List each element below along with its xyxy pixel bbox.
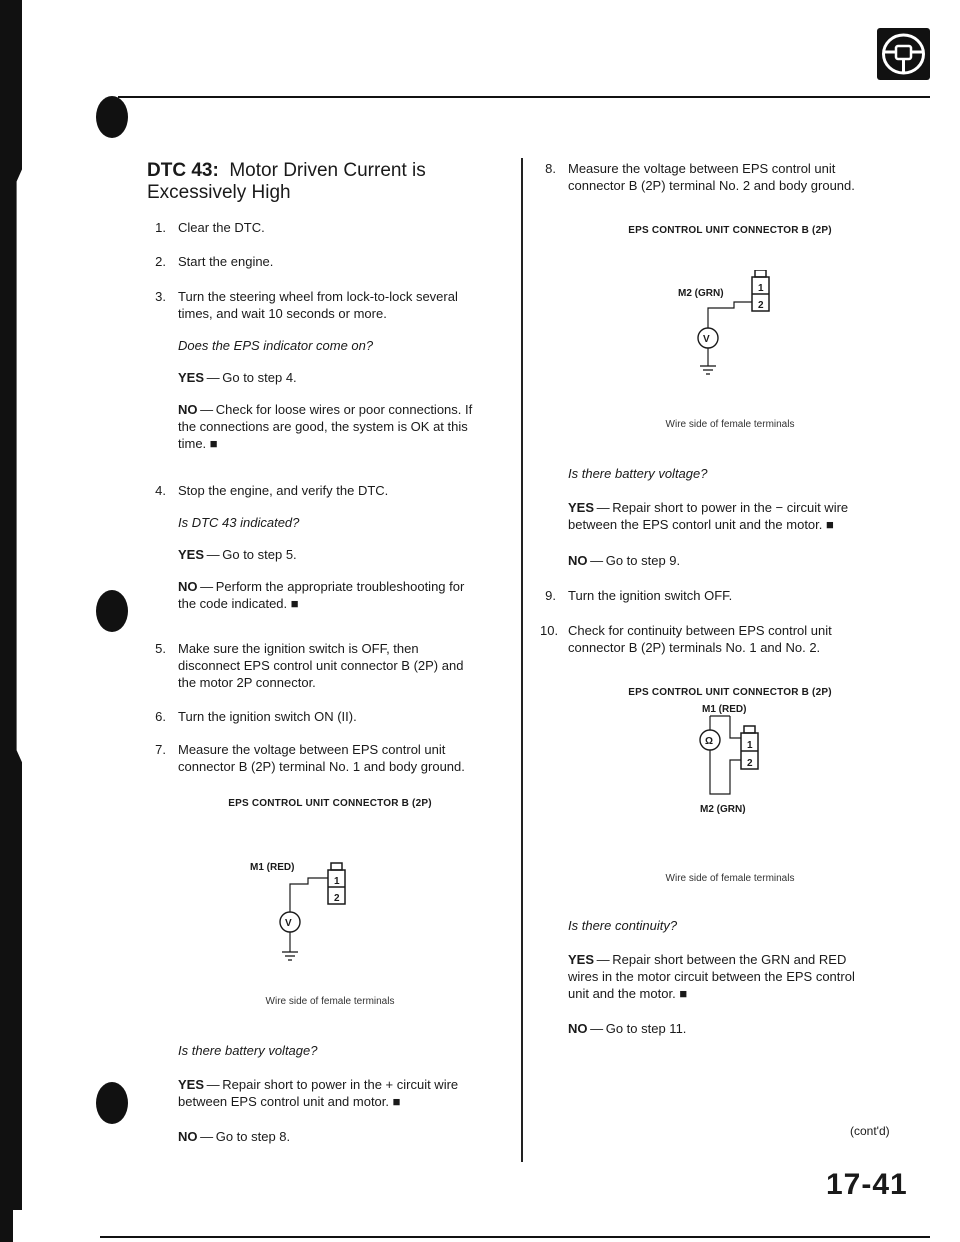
- question: Does the EPS indicator come on?: [178, 338, 374, 353]
- no-branch: NO — Go to step 9.: [568, 553, 681, 568]
- step-number: 7.: [155, 742, 166, 757]
- step-text: Turn the ignition switch OFF.: [568, 588, 733, 603]
- pin-1-label: 1: [334, 876, 340, 887]
- column-divider: [521, 158, 523, 1162]
- step-number: 6.: [155, 709, 166, 724]
- probe-wire-bottom: [710, 750, 741, 794]
- yes-text: unit and the motor.: [568, 986, 676, 1001]
- yes-text: Repair short to power in the + circuit wire: [222, 1077, 459, 1092]
- continuity-diagram: [690, 700, 800, 828]
- no-text: the connections are good, the system is OK at this: [178, 419, 468, 434]
- punch-hole: [96, 96, 128, 138]
- no-text: Go to step 8.: [215, 1129, 291, 1144]
- no-text: the code indicated.: [178, 596, 288, 611]
- step-number: 8.: [545, 161, 556, 176]
- yes-branch: YES — Repair short to power in the + circuit wire between EPS control unit and motor. ■: [178, 1077, 459, 1109]
- wire-label: M2 (GRN): [678, 288, 724, 299]
- step-number: 2.: [155, 254, 166, 269]
- wire-label-top: M1 (RED): [702, 704, 747, 715]
- no-text: Check for loose wires or poor connections. If: [215, 402, 473, 417]
- step-text: Measure the voltage between EPS control unit: [178, 742, 446, 757]
- yes-label: YES: [178, 1077, 205, 1092]
- step-text: connector B (2P) terminals No. 1 and No. 2.: [568, 640, 821, 655]
- end-marker: ■: [826, 517, 834, 532]
- connector-tab: [755, 270, 766, 277]
- yes-text: between the EPS contorl unit and the motor.: [568, 517, 823, 532]
- step-text: Turn the ignition switch ON (II).: [178, 709, 357, 724]
- step-text: Start the engine.: [178, 254, 274, 269]
- step-number: 1.: [155, 220, 166, 235]
- step-text: Check for continuity between EPS control unit: [568, 623, 832, 638]
- yes-text: Go to step 4.: [222, 370, 297, 385]
- connector-caption: EPS CONTROL UNIT CONNECTOR B (2P): [228, 798, 432, 809]
- no-branch: NO — Check for loose wires or poor connections. If: [178, 402, 473, 417]
- no-label: NO: [178, 402, 198, 417]
- yes-label: YES: [178, 547, 205, 562]
- step-number: 10.: [540, 623, 559, 638]
- pin-2-label: 2: [334, 893, 340, 904]
- step-number: 3.: [155, 289, 166, 304]
- dtc-code: DTC 43:: [147, 160, 219, 181]
- no-branch: NO — Go to step 8.: [178, 1129, 291, 1144]
- wire-side-note: Wire side of female terminals: [665, 873, 795, 884]
- no-label: NO: [568, 1021, 588, 1036]
- question: Is DTC 43 indicated?: [178, 515, 300, 530]
- punch-hole: [96, 590, 128, 632]
- no-text: Perform the appropriate troubleshooting for: [215, 579, 465, 594]
- probe-wire: [708, 302, 752, 328]
- yes-text: wires in the motor circuit between the EPS control: [568, 969, 855, 984]
- ground-icon: [282, 952, 298, 960]
- voltage-diagram-m1: [250, 856, 370, 966]
- step-text: Clear the DTC.: [178, 220, 265, 235]
- question: Is there continuity?: [568, 918, 678, 933]
- connector-caption: EPS CONTROL UNIT CONNECTOR B (2P): [628, 225, 832, 236]
- no-branch: NO — Go to step 11.: [568, 1021, 687, 1036]
- yes-branch: YES — Go to step 5.: [178, 547, 297, 562]
- yes-text: Repair short between the GRN and RED: [612, 952, 847, 967]
- step-number: 5.: [155, 641, 166, 656]
- continued-note: (cont'd): [850, 1124, 890, 1138]
- end-marker: ■: [679, 986, 688, 1001]
- wire-side-note: Wire side of female terminals: [265, 996, 395, 1007]
- binding-notch: [13, 0, 22, 1210]
- yes-label: YES: [568, 952, 595, 967]
- step-text: times, and wait 10 seconds or more.: [178, 306, 387, 321]
- no-text: time.: [178, 436, 207, 451]
- pin-1-label: 1: [758, 283, 764, 294]
- no-text: Go to step 11.: [605, 1021, 687, 1036]
- step-text: connector B (2P) terminal No. 1 and body ground.: [178, 759, 465, 774]
- wire-label: M1 (RED): [250, 862, 295, 873]
- pin-2-label: 2: [758, 300, 764, 311]
- step-text: the motor 2P connector.: [178, 675, 316, 690]
- wire-side-note: Wire side of female terminals: [665, 419, 795, 430]
- right-column: [540, 0, 930, 1242]
- no-text: Go to step 9.: [605, 553, 681, 568]
- yes-branch: YES — Go to step 4.: [178, 370, 297, 385]
- pin-2-label: 2: [747, 758, 753, 769]
- step-number: 4.: [155, 483, 166, 498]
- step-text: Make sure the ignition switch is OFF, then: [178, 641, 419, 656]
- no-label: NO: [568, 553, 588, 568]
- step-number: 9.: [545, 588, 556, 603]
- left-column: [150, 0, 510, 1242]
- question: Is there battery voltage?: [178, 1043, 318, 1058]
- meter-symbol: V: [285, 918, 292, 929]
- dtc-description: Motor Driven Current is Excessively High: [147, 160, 426, 203]
- end-marker: ■: [290, 596, 299, 611]
- connector-tab: [744, 726, 755, 733]
- step-text: Turn the steering wheel from lock-to-lock several: [178, 289, 458, 304]
- probe-wire-top: [730, 716, 741, 738]
- step-text: Stop the engine, and verify the DTC.: [178, 483, 389, 498]
- no-branch: NO — Perform the appropriate troubleshooting for: [178, 579, 465, 594]
- pin-1-label: 1: [747, 740, 753, 751]
- yes-branch: YES — Repair short to power in the − circuit wire between the EPS contorl unit and the motor. ■: [568, 500, 849, 532]
- page-number: 17-41: [826, 1168, 908, 1201]
- ground-icon: [700, 366, 716, 374]
- connector-caption: EPS CONTROL UNIT CONNECTOR B (2P): [628, 687, 832, 698]
- yes-label: YES: [568, 500, 595, 515]
- yes-label: YES: [178, 370, 205, 385]
- step-text: disconnect EPS control unit connector B (2P) and: [178, 658, 464, 673]
- connector-tab: [331, 863, 342, 870]
- step-text: Measure the voltage between EPS control unit: [568, 161, 836, 176]
- meter-symbol: V: [703, 334, 710, 345]
- probe-wire: [290, 878, 328, 912]
- question: Is there battery voltage?: [568, 466, 708, 481]
- meter-symbol: Ω: [705, 736, 714, 747]
- no-label: NO: [178, 579, 198, 594]
- no-label: NO: [178, 1129, 198, 1144]
- end-marker: ■: [209, 436, 218, 451]
- yes-text: Go to step 5.: [222, 547, 297, 562]
- voltage-diagram-m2: [678, 270, 788, 378]
- wire-label-bottom: M2 (GRN): [700, 804, 746, 815]
- binding-edge: [0, 0, 13, 1242]
- step-text: connector B (2P) terminal No. 2 and body ground.: [568, 178, 855, 193]
- punch-hole: [96, 1082, 128, 1124]
- end-marker: ■: [392, 1094, 401, 1109]
- yes-text: between EPS control unit and motor.: [178, 1094, 390, 1109]
- yes-text: Repair short to power in the − circuit wire: [612, 500, 849, 515]
- yes-branch: YES — Repair short between the GRN and RED wires in the motor circuit between the EPS control unit and the motor. ■: [568, 951, 923, 1002]
